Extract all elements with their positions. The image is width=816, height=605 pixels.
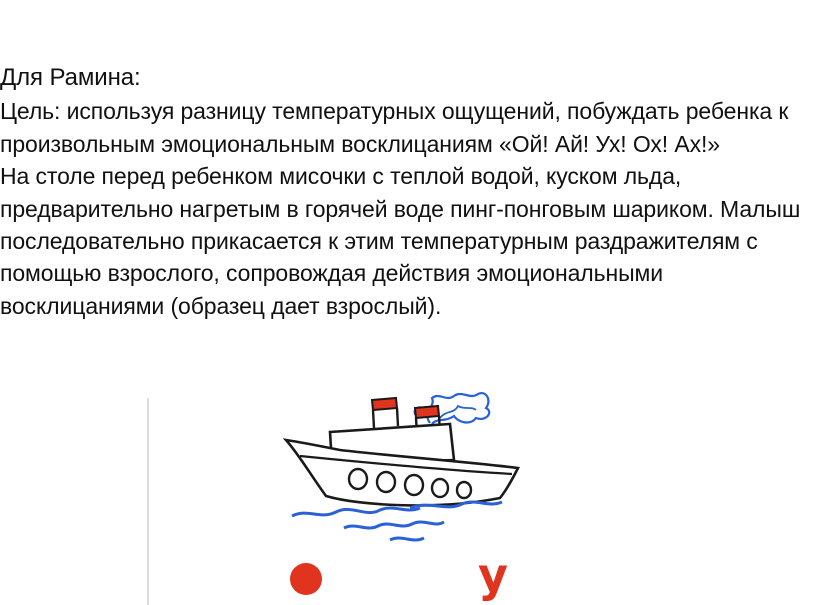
wave-icon (390, 538, 424, 540)
wave-icon (292, 508, 420, 516)
porthole-icon (405, 475, 423, 495)
funnel-left (373, 408, 398, 428)
wave-icon (344, 522, 444, 528)
funnel-top-left (372, 398, 397, 410)
goal-paragraph: Цель: используя разницу температурных ощущений, побуждать ребенка к произвольным эмоциональным восклицаниям «Ой! Ай! Ух! Ох! Ах!» (0, 98, 789, 157)
letter-u: у (478, 548, 508, 602)
porthole-icon (432, 479, 448, 497)
funnel-top-right (415, 406, 439, 418)
description-paragraph: На столе перед ребенком мисочки с теплой водой, куском льда, предварительно нагретым в горячей воде пинг-понговым шариком. Малыш последовательно прикасается к этим температурным раздражителям с помощью взрослого, сопровождая действия эмоциональными восклицаниями (образец дает взрослый). (0, 163, 801, 319)
red-dot-icon (290, 563, 322, 595)
porthole-icon (349, 469, 367, 489)
slide-text (0, 62, 812, 322)
porthole-icon (457, 482, 471, 498)
slide-title: Для Рамина: (0, 64, 141, 91)
porthole-icon (377, 472, 395, 492)
